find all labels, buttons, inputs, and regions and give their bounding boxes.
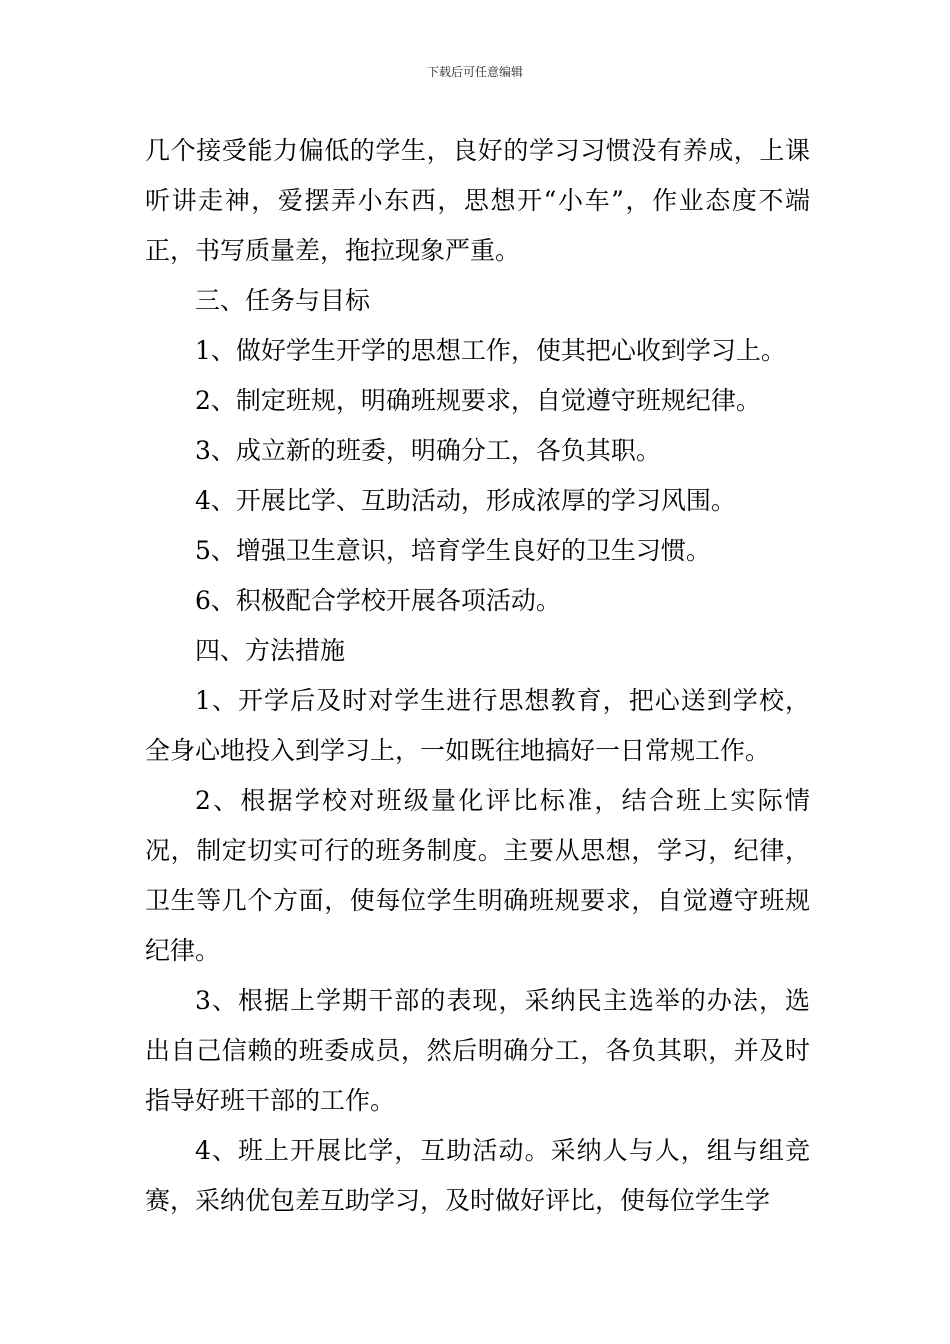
method-item-4: 4、班上开展比学，互助活动。采纳人与人，组与组竞赛，采纳优包差互助学习，及时做好评比，使每位学生学	[145, 1136, 810, 1215]
goal-item-2: 2、制定班规，明确班规要求，自觉遵守班规纪律。	[195, 386, 761, 415]
method-item-2: 2、根据学校对班级量化评比标准，结合班上实际情况，制定切实可行的班务制度。主要从思想，学习，纪律，卫生等几个方面，使每位学生明确班规要求，自觉遵守班规纪律。	[145, 786, 810, 965]
method-item-3: 3、根据上学期干部的表现，采纳民主选举的办法，选出自己信赖的班委成员，然后明确分工，各负其职，并及时指导好班干部的工作。	[145, 986, 810, 1115]
goal-item-3: 3、成立新的班委，明确分工，各负其职。	[195, 436, 661, 465]
page-header: 下载后可任意编辑	[426, 65, 523, 79]
section-heading-goals: 三、任务与目标	[195, 286, 371, 315]
goal-item-1: 1、做好学生开学的思想工作，使其把心收到学习上。	[195, 336, 786, 365]
goal-item-4: 4、开展比学、互助活动，形成浓厚的学习风围。	[195, 486, 736, 515]
paragraph-continuation: 几个接受能力偏低的学生，良好的学习习惯没有养成，上课听讲走神，爱摆弄小东西，思想开“小车”，作业态度不端正，书写质量差，拖拉现象严重。	[145, 136, 810, 265]
goal-item-6: 6、积极配合学校开展各项活动。	[195, 586, 561, 615]
document-body	[145, 126, 810, 1226]
section-heading-methods: 四、方法措施	[195, 636, 346, 665]
method-item-1: 1、开学后及时对学生进行思想教育，把心送到学校，全身心地投入到学习上，一如既往地搞好一日常规工作。	[145, 686, 810, 765]
goal-item-5: 5、增强卫生意识，培育学生良好的卫生习惯。	[195, 536, 711, 565]
